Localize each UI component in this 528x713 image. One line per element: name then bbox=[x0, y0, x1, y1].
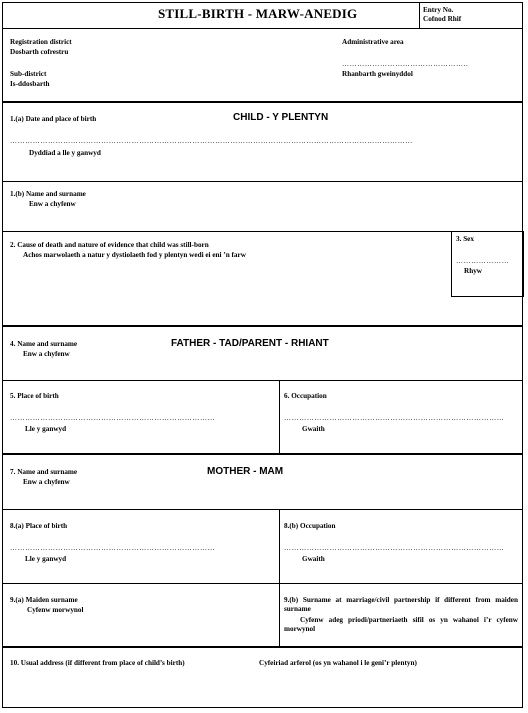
cause-of-death-welsh: Achos marwolaeth a natur y dystiolaeth fod y plentyn wedi ei eni ’n farw bbox=[23, 251, 246, 259]
father-birthplace-label: 5. Place of birth bbox=[10, 392, 59, 400]
mother-rule-1 bbox=[3, 509, 522, 510]
father-section-rule bbox=[3, 453, 522, 455]
father-rule-1 bbox=[3, 380, 522, 381]
father-occupation-label: 6. Occupation bbox=[284, 392, 327, 400]
administrative-area-label: Administrative area bbox=[342, 38, 404, 46]
entry-divider bbox=[419, 3, 420, 28]
administrative-area-field[interactable]: ………………………………………….. bbox=[342, 61, 469, 68]
usual-address-welsh: Cyfeiriad arferol (os yn wahanol i le geni’r plentyn) bbox=[259, 659, 417, 667]
marriage-surname-welsh: Cyfenw adeg priodi/partneriaeth sifil os yn wahanol i’r cyfenw morwynol bbox=[284, 616, 518, 633]
child-section-rule bbox=[3, 325, 522, 327]
father-occupation-welsh: Gwaith bbox=[302, 425, 325, 433]
sub-district-label: Sub-district bbox=[10, 70, 47, 78]
child-rule-1 bbox=[3, 181, 522, 182]
sex-label: 3. Sex bbox=[456, 235, 474, 243]
father-birthplace-field[interactable]: ……………………………………………………………………… bbox=[10, 415, 216, 422]
still-birth-register-form bbox=[2, 2, 523, 708]
mother-birthplace-label: 8.(a) Place of birth bbox=[10, 522, 68, 530]
date-place-birth-field[interactable]: …………………………………………………………………………………………………………………………………………… bbox=[10, 138, 413, 145]
mother-divider bbox=[279, 509, 280, 646]
sex-field[interactable]: ………………… bbox=[456, 258, 510, 265]
mother-section-heading: MOTHER - MAM bbox=[207, 466, 284, 477]
father-divider bbox=[279, 380, 280, 453]
date-place-birth-label: 1.(a) Date and place of birth bbox=[10, 115, 97, 123]
child-name-welsh: Enw a chyfenw bbox=[29, 200, 76, 208]
mother-birthplace-field[interactable]: ……………………………………………………………………… bbox=[10, 545, 216, 552]
registration-district-label: Registration district bbox=[10, 38, 72, 46]
date-place-birth-welsh: Dyddiad a lle y ganwyd bbox=[29, 149, 101, 157]
header-rule bbox=[3, 28, 522, 29]
entry-no-label: Entry No. bbox=[423, 6, 454, 14]
father-section-heading: FATHER - TAD/PARENT - RHIANT bbox=[171, 338, 329, 349]
child-section-heading: CHILD - Y PLENTYN bbox=[233, 112, 329, 123]
mother-occupation-welsh: Gwaith bbox=[302, 555, 325, 563]
mother-occupation-label: 8.(b) Occupation bbox=[284, 522, 336, 530]
entry-no-welsh-label: Cofnod Rhif bbox=[423, 15, 462, 23]
usual-address-label: 10. Usual address (if different from place of child’s birth) bbox=[10, 659, 185, 667]
father-birthplace-welsh: Lle y ganwyd bbox=[25, 425, 67, 433]
cause-of-death-label: 2. Cause of death and nature of evidence that child was still-born bbox=[10, 241, 209, 249]
sub-district-welsh: Is-ddosbarth bbox=[10, 80, 50, 88]
maiden-surname-label: 9.(a) Maiden surname bbox=[10, 596, 78, 604]
mother-name-welsh: Enw a chyfenw bbox=[23, 478, 70, 486]
form-title: STILL-BIRTH - MARW-ANEDIG bbox=[158, 6, 358, 21]
father-occupation-field[interactable]: …………………………………………………………………………… bbox=[284, 415, 505, 422]
child-name-label: 1.(b) Name and surname bbox=[10, 190, 86, 198]
mother-rule-2 bbox=[3, 583, 522, 584]
sex-welsh: Rhyw bbox=[464, 267, 482, 275]
administrative-area-welsh: Rhanbarth gweinyddol bbox=[342, 70, 413, 78]
marriage-surname-label: 9.(b) Surname at marriage/civil partnership if different from maiden surname bbox=[284, 596, 518, 613]
mother-section-rule bbox=[3, 646, 522, 648]
registration-district-welsh: Dosbarth cofrestru bbox=[10, 48, 69, 56]
father-name-label: 4. Name and surname bbox=[10, 340, 78, 348]
maiden-surname-welsh: Cyfenw morwynol bbox=[27, 606, 84, 614]
father-name-welsh: Enw a chyfenw bbox=[23, 350, 70, 358]
mother-occupation-field[interactable]: …………………………………………………………………………… bbox=[284, 545, 505, 552]
mother-name-label: 7. Name and surname bbox=[10, 468, 78, 476]
mother-birthplace-welsh: Lle y ganwyd bbox=[25, 555, 67, 563]
child-rule-2 bbox=[3, 231, 522, 232]
registration-rule bbox=[3, 101, 522, 103]
